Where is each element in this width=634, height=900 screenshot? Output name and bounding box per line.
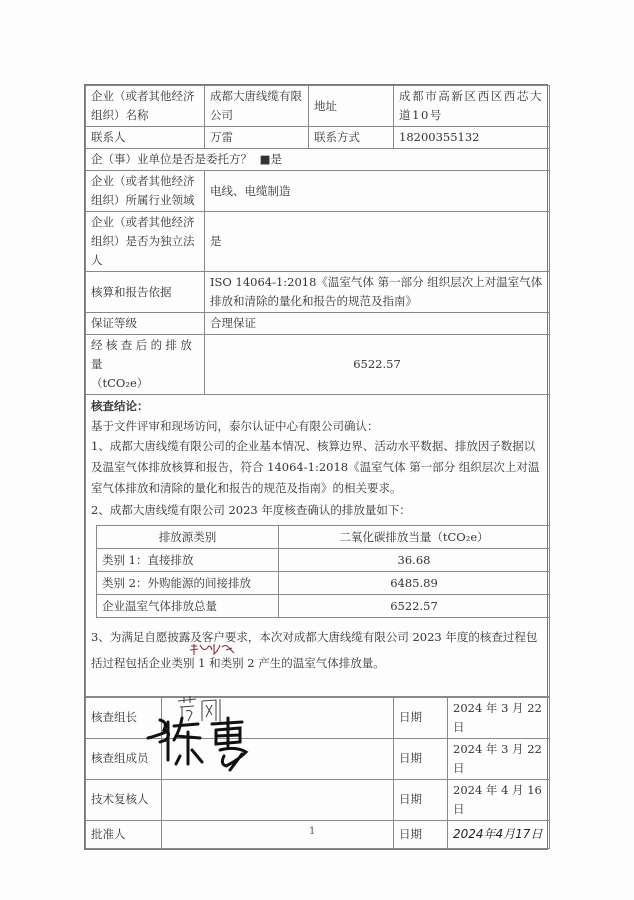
- contact-label: 联系人: [86, 127, 205, 149]
- industry-row: [86, 171, 550, 212]
- basis-label: 核算和报告依据: [86, 272, 205, 313]
- signature-cell: [162, 697, 394, 738]
- basis-row: [86, 272, 550, 313]
- conclusion-cell: [86, 395, 550, 697]
- signature-role: 批准人: [86, 820, 162, 848]
- contact-row: [86, 127, 550, 149]
- conclusion-row: [86, 395, 550, 697]
- entrusting-answer: 是: [270, 152, 283, 166]
- page-number: 1: [309, 826, 316, 837]
- signature-table: [85, 697, 550, 849]
- signature-cell: [162, 738, 394, 779]
- date-label: 日期: [394, 697, 448, 738]
- entrusting-question: 企（事）业单位是否是委托方？: [91, 152, 252, 166]
- org-name-label: 企业（或者其他经济组织）名称: [86, 86, 205, 127]
- conclusion-intro: 基于文件评审和现场访问，泰尔认证中心有限公司确认：: [91, 418, 379, 433]
- emissions-category: 类别 2：外购能源的间接排放: [97, 571, 279, 594]
- verified-emission-label: 经核查后的排放量: [91, 338, 196, 371]
- contact-method-value: 18200355132: [394, 127, 550, 149]
- contact-method-label: 联系方式: [309, 127, 394, 149]
- emissions-table: [96, 525, 550, 618]
- emissions-row: [97, 548, 550, 571]
- emissions-header-category: 排放源类别: [97, 525, 279, 548]
- assurance-label: 保证等级: [86, 313, 205, 335]
- assurance-value: 合理保证: [205, 313, 550, 335]
- industry-value: 电线、电缆制造: [205, 171, 550, 212]
- emissions-value: 6485.89: [279, 571, 550, 594]
- conclusion-heading: 核查结论：: [91, 399, 149, 413]
- signature-date-handwritten: 2024年4月17日: [448, 820, 550, 848]
- emissions-header-row: [97, 525, 550, 548]
- signature-row: [86, 779, 550, 820]
- date-label: 日期: [394, 779, 448, 820]
- entrusting-cell: [86, 149, 550, 171]
- verification-form: [84, 84, 548, 850]
- verified-emission-unit: （tCO₂e）: [91, 376, 149, 390]
- org-name-row: [86, 86, 550, 127]
- signature-date: 2024 年 4 月 16 日: [448, 779, 550, 820]
- signature-row: [86, 738, 550, 779]
- industry-label: 企业（或者其他经济组织）所属行业领域: [86, 171, 205, 212]
- signature-row: [86, 697, 550, 738]
- signature-role: 核查组长: [86, 697, 162, 738]
- emissions-category: 类别 1：直接排放: [97, 548, 279, 571]
- contact-value: 万雷: [205, 127, 309, 149]
- conclusion-item-3: 3、为满足自愿披露及客户要求，本次对成都大唐线缆有限公司 2023 年度的核查过程包括过程包括企业类别 1 和类别 2 产生的温室气体排放量。: [91, 629, 538, 670]
- emissions-header-value: 二氧化碳排放当量（tCO₂e）: [279, 525, 550, 548]
- emissions-row: [97, 594, 550, 617]
- conclusion-item-1: 1、成都大唐线缆有限公司的企业基本情况、核算边界、活动水平数据、排放因子数据以及温室气体排放核算和报告，符合 14064-1:2018《温室气体 第一部分 组织层次上对温室气体排放和清除的量化和报告的规范及指南》的相关要求。: [91, 439, 540, 495]
- verified-emission-row: [86, 335, 550, 395]
- org-name-value: 成都大唐线缆有限公司: [205, 86, 309, 127]
- emissions-row: [97, 571, 550, 594]
- legal-person-row: [86, 212, 550, 272]
- conclusion-item-2: 2、成都大唐线缆有限公司 2023 年度核查确认的排放量如下：: [91, 503, 411, 517]
- address-value: 成都市高新区西区西芯大道10号: [394, 86, 550, 127]
- emissions-value: 36.68: [279, 548, 550, 571]
- verified-emission-label-cell: [86, 335, 205, 395]
- signature-date: 2024 年 3 月 22 日: [448, 738, 550, 779]
- date-label: 日期: [394, 738, 448, 779]
- checkbox-checked-icon: ■: [259, 152, 271, 166]
- signature-role: 核查组成员: [86, 738, 162, 779]
- address-label: 地址: [309, 86, 394, 127]
- emissions-category: 企业温室气体排放总量: [97, 594, 279, 617]
- legal-person-label: 企业（或者其他经济组织）是否为独立法人: [86, 212, 205, 272]
- signature-role: 技术复核人: [86, 779, 162, 820]
- legal-person-value: 是: [205, 212, 550, 272]
- signature-row: [86, 820, 550, 848]
- basis-value: ISO 14064-1:2018《温室气体 第一部分 组织层次上对温室气体排放和清除的量化和报告的规范及指南》: [205, 272, 550, 313]
- organization-info-table: [85, 85, 550, 697]
- signature-date: 2024 年 3 月 22 日: [448, 697, 550, 738]
- date-label: 日期: [394, 820, 448, 848]
- entrusting-row: [86, 149, 550, 171]
- signature-cell: [162, 820, 394, 848]
- verified-emission-value: 6522.57: [205, 335, 550, 395]
- signature-cell: [162, 779, 394, 820]
- emissions-value: 6522.57: [279, 594, 550, 617]
- assurance-row: [86, 313, 550, 335]
